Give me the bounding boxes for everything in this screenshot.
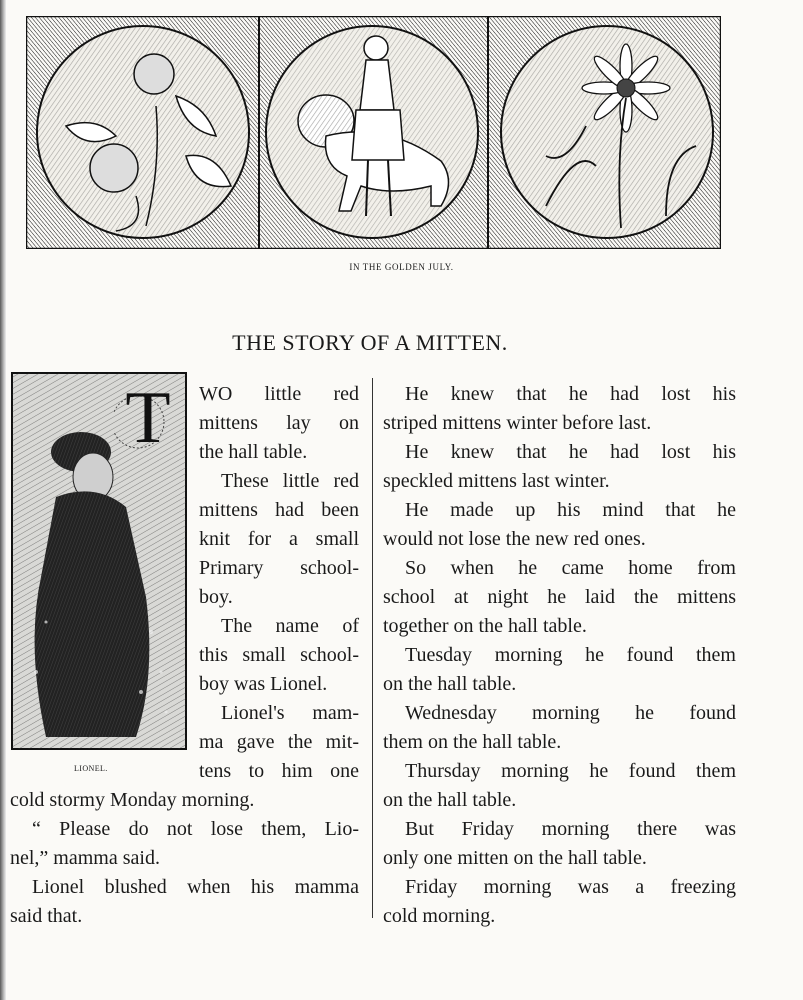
text-line: cold morning.: [383, 905, 496, 927]
text-line: mittens had been: [199, 499, 359, 521]
text-line: He made up his mind that he: [405, 499, 736, 521]
text-line: only one mitten on the hall table.: [383, 847, 647, 869]
text-line: tens to him one: [199, 760, 359, 782]
text-line: boy.: [199, 586, 233, 608]
girl-lion-medallion: [266, 26, 478, 238]
text-line: He knew that he had lost his: [405, 441, 736, 463]
banner-caption: IN THE GOLDEN JULY.: [349, 262, 454, 272]
text-line: Thursday morning he found them: [405, 760, 736, 782]
portrait-caption: LIONEL.: [74, 764, 108, 773]
text-line: striped mittens winter before last.: [383, 412, 652, 434]
text-line: These little red: [221, 470, 359, 492]
text-line: this small school-: [199, 644, 359, 666]
text-line: He knew that he had lost his: [405, 383, 736, 405]
text-line: WO little red: [199, 383, 359, 405]
story-title: THE STORY OF A MITTEN.: [232, 330, 508, 355]
text-line: Wednesday morning he found: [405, 702, 736, 724]
text-line: speckled mittens last winter.: [383, 470, 610, 492]
text-line: the hall table.: [199, 441, 308, 463]
text-line: Primary school-: [199, 557, 359, 579]
text-line: Lionel's mam-: [221, 702, 359, 724]
text-line: Friday morning was a freezing: [405, 876, 736, 898]
drop-cap-letter: T: [125, 378, 171, 459]
text-line: boy was Lionel.: [199, 673, 328, 695]
text-line: them on the hall table.: [383, 731, 562, 753]
text-line: So when he came home from: [405, 557, 736, 579]
text-line: mittens lay on: [199, 412, 359, 434]
text-line: The name of: [221, 615, 359, 637]
text-line: school at night he laid the mittens: [383, 586, 736, 608]
text-line: Tuesday morning he found them: [405, 644, 736, 666]
text-line: But Friday morning there was: [405, 818, 736, 840]
text-line: said that.: [10, 905, 83, 927]
drop-cap-t: [114, 378, 184, 462]
text-line: ma gave the mit-: [199, 731, 359, 753]
text-line: on the hall table.: [383, 673, 517, 695]
text-line: knit for a small: [199, 528, 359, 550]
text-line: cold stormy Monday morning.: [10, 789, 255, 811]
page-spine-edge: [0, 0, 6, 1000]
text-line: Lionel blushed when his mamma: [32, 876, 359, 898]
banner-illustration: [26, 16, 721, 249]
text-line: “ Please do not lose them, Lio-: [32, 818, 359, 840]
text-line: nel,” mamma said.: [10, 847, 160, 869]
text-line: on the hall table.: [383, 789, 517, 811]
column-divider: [372, 378, 373, 918]
clover-medallion: [37, 26, 249, 238]
daisy-medallion: [501, 26, 713, 238]
text-line: together on the hall table.: [383, 615, 587, 637]
text-line: would not lose the new red ones.: [383, 528, 646, 550]
